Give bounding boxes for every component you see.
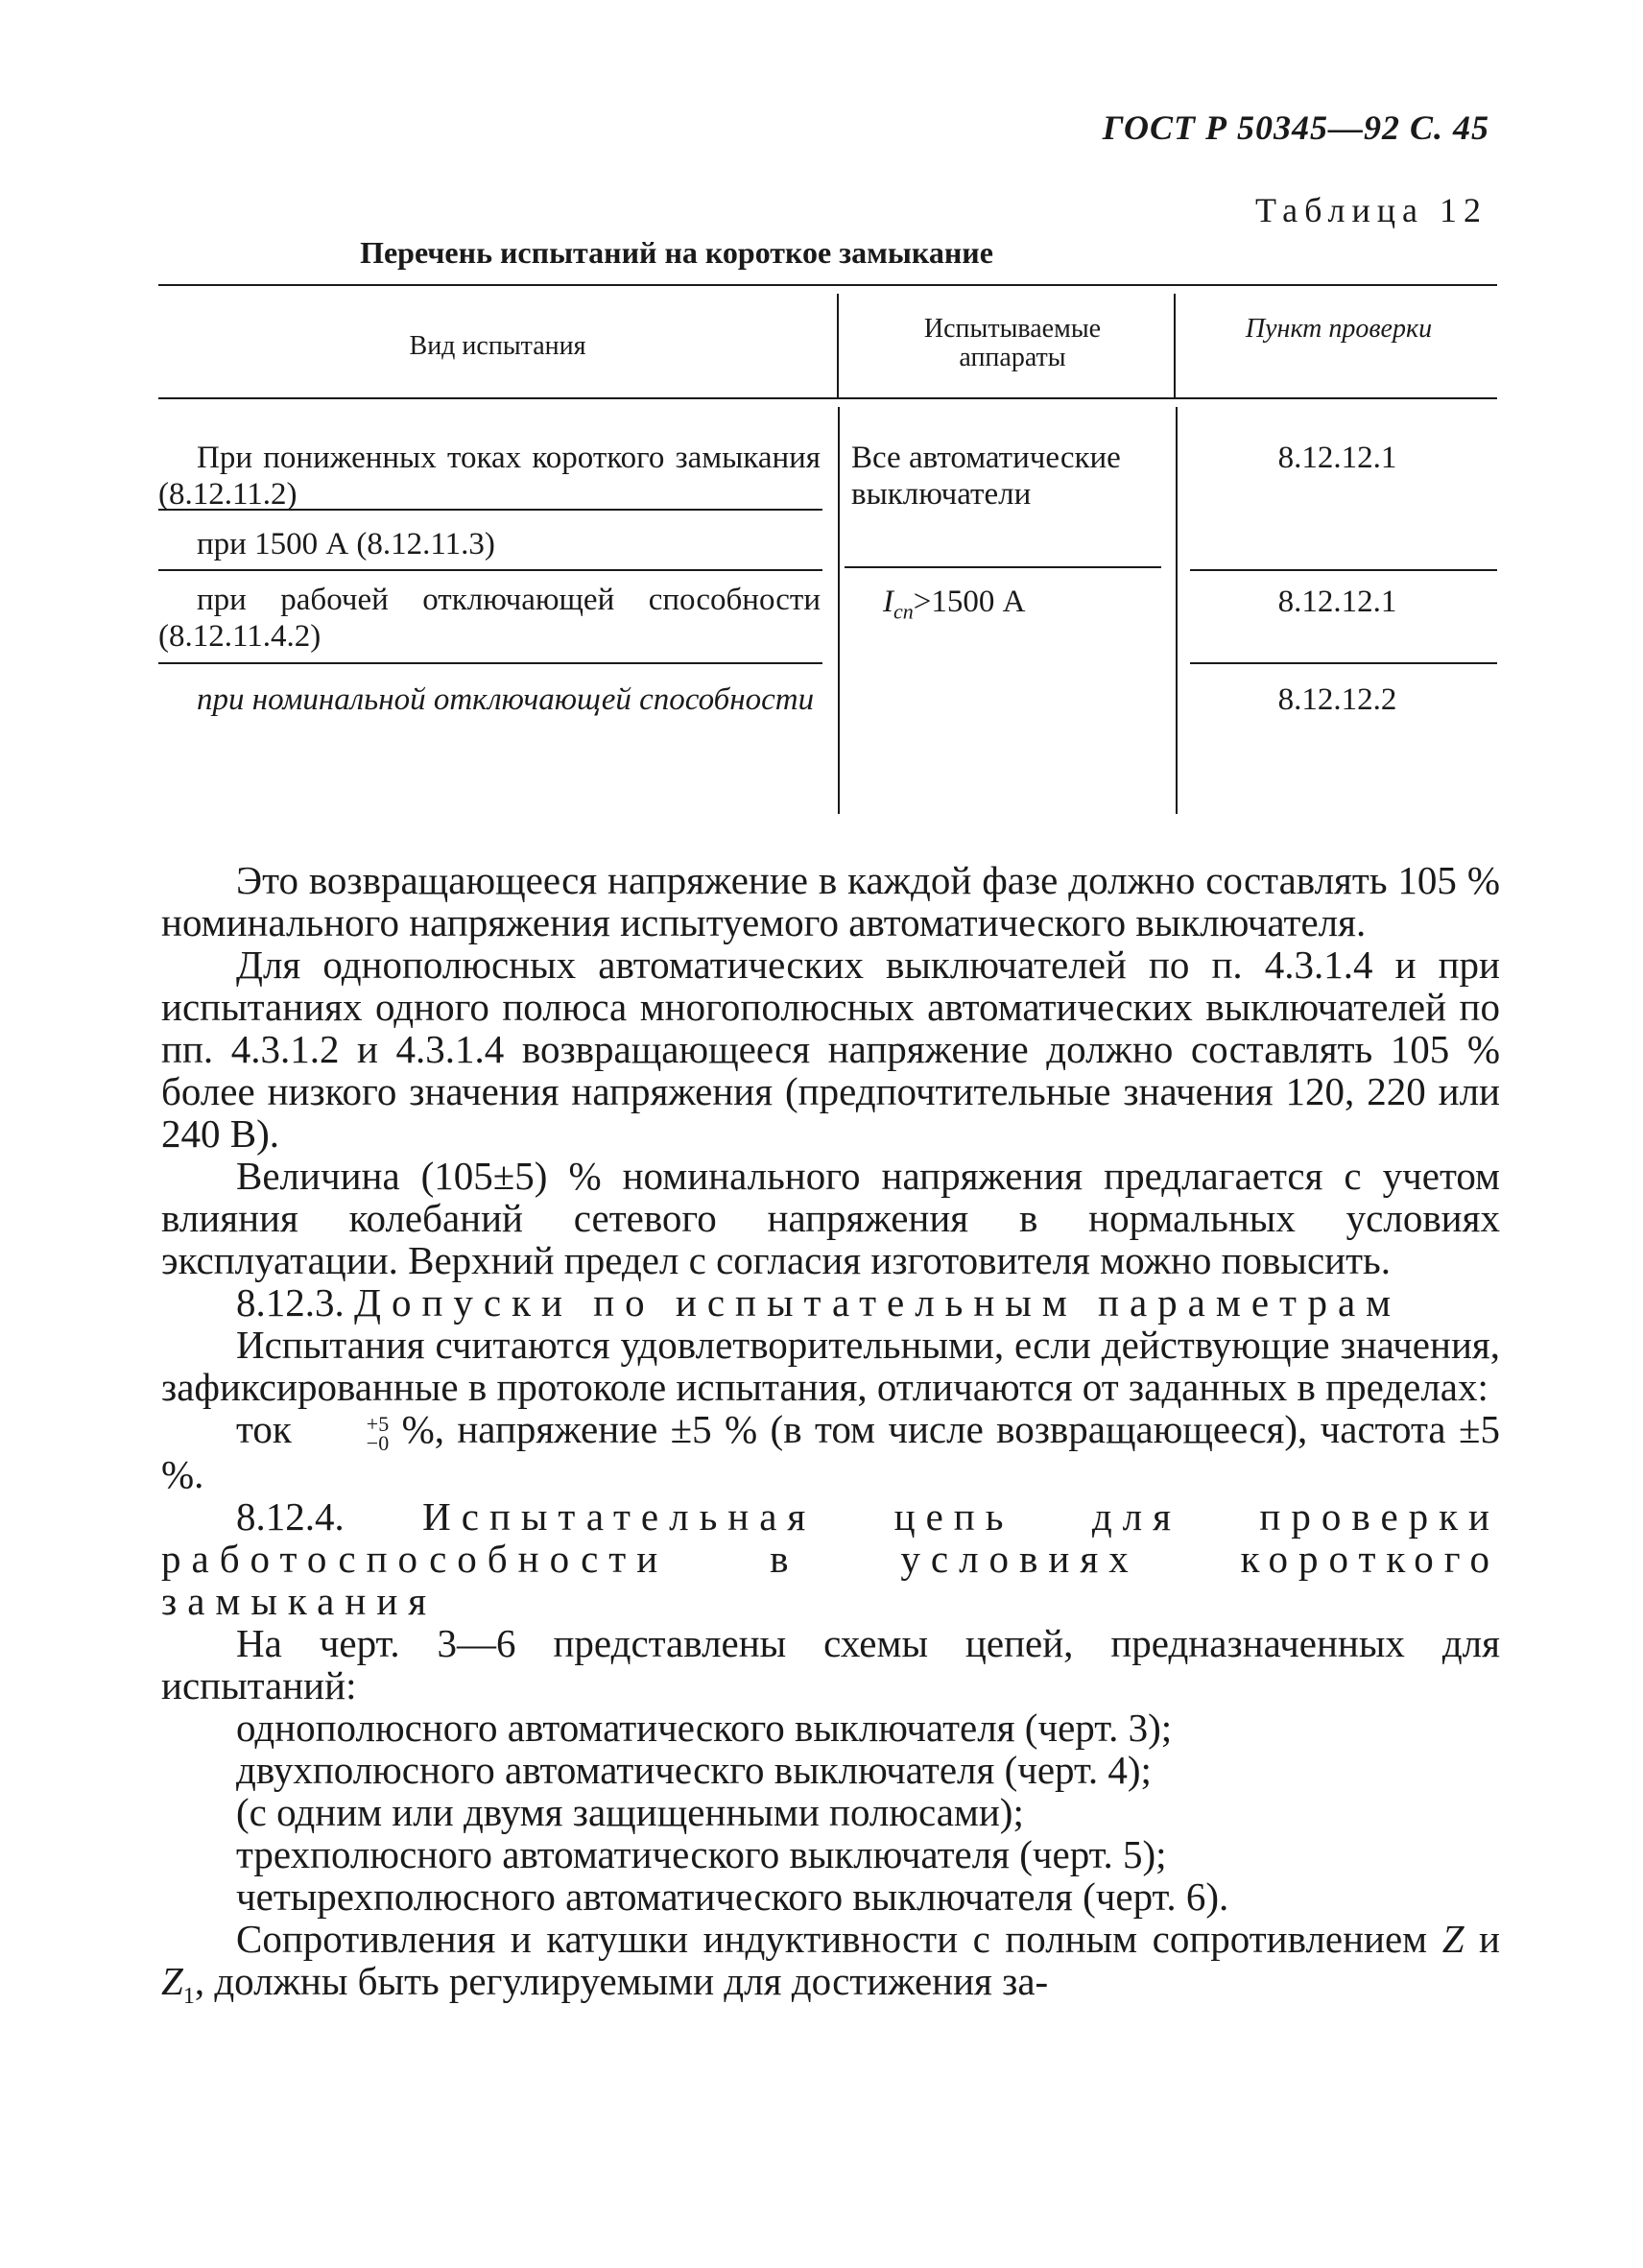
column-header-clause: Пункт проверки (1245, 314, 1433, 344)
table-row-clause: 8.12.12.2 (1277, 682, 1397, 717)
table-row-test: при 1500 А (8.12.11.3) (197, 527, 495, 561)
table-row-clause: 8.12.12.1 (1277, 585, 1397, 619)
table-row-test: при номинальной отключающей способности (197, 682, 815, 717)
test-list-table (158, 284, 1497, 814)
list-item: однополюсного автоматического выключателя (черт. 3); (236, 1705, 1173, 1750)
paragraph: Испытания считаются удовлетворительными, если действующие значения, зафиксированные в протоколе испытания, отличаются от заданных в пределах: (161, 1323, 1500, 1409)
table-row-devices: $I_{сn}>1500$ А (883, 585, 1026, 624)
list-item: двухполюсного автоматическго выключателя (черт. 4); (236, 1747, 1152, 1792)
paragraph: ток +5 −0 %, напряжение ±5 % (в том числе возвращающееся), частота ±5 %. (161, 1407, 1500, 1496)
section-heading: 8.12.3. Допуски по испытательным параметрам (236, 1280, 1402, 1325)
table-row-clause: 8.12.12.1 (1277, 441, 1397, 475)
tolerance: +5 −0 (366, 1411, 390, 1455)
table-number: Таблица 12 (1255, 191, 1488, 229)
list-item: четырехполюсного автоматического выключателя (черт. 6). (236, 1874, 1229, 1919)
list-item: (с одним или двумя защищенными полюсами); (236, 1789, 1024, 1834)
paragraph: На черт. 3—6 представлены схемы цепей, предназначенных для испытаний: (161, 1620, 1500, 1707)
paragraph: Для однополюсных автоматических выключателей по п. 4.3.1.4 и при испытаниях одного полюса многополюсных автоматических выключателей по пп. 4.3.1.2 и 4.3.1.4 возвращающееся напряжение должно составлять 105 % более низкого значения напряжения (предпочтительные значения 120, 220 или 240 В). (161, 943, 1500, 1156)
list-item: трехполюсного автоматического выключателя (черт. 5); (236, 1831, 1167, 1876)
table-row-test: при рабочей отключающей способности (8.12.11.4.2) (158, 583, 821, 654)
table-row-test: При пониженных токах короткого замыкания (8.12.11.2) (158, 441, 821, 512)
column-header-test-type: Вид испытания (409, 331, 586, 361)
page-header: ГОСТ Р 50345—92 С. 45 (1102, 108, 1489, 147)
section-heading: 8.12.4. Испытательная цепь для проверки работоспособности в условиях короткого замыкания (161, 1493, 1500, 1623)
column-header-devices: Испытываемые аппараты (923, 314, 1102, 372)
document-body (161, 859, 1500, 2017)
paragraph: Это возвращающееся напряжение в каждой фазе должно составлять 105 % номинального напряжения испытуемого автоматического выключателя. (161, 858, 1500, 944)
table-row-devices: Все автоматические выключатели (851, 441, 1121, 512)
table-title: Перечень испытаний на короткое замыкание (360, 235, 993, 270)
paragraph: Сопротивления и катушки индуктивности с полным сопротивлением Z и $Z_1$, должны быть регулируемыми для достижения за- (161, 1916, 1500, 2009)
paragraph: Величина (105±5) % номинального напряжения предлагается с учетом влияния колебаний сетевого напряжения в нормальных условиях эксплуатации. Верхний предел с согласия изготовителя можно повысить. (161, 1154, 1500, 1282)
